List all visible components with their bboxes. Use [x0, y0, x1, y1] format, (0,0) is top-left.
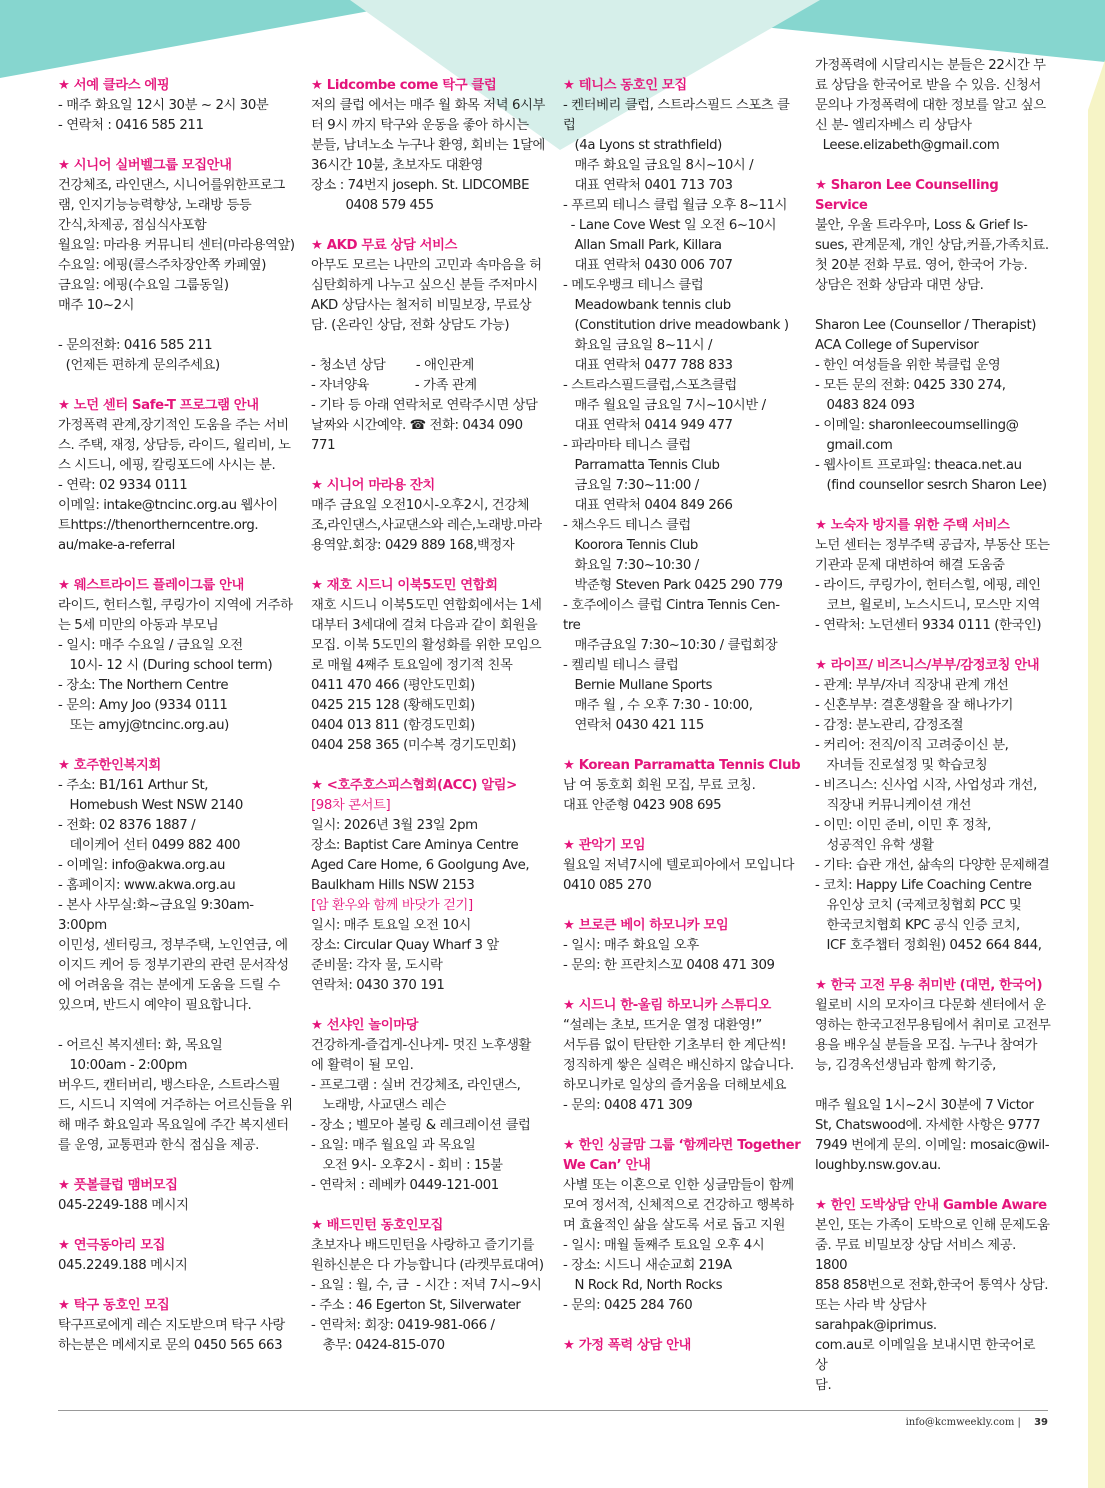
- section-line: 장소 : 74번지 joseph. St. LIDCOMBE: [311, 178, 530, 193]
- footer-text: [906, 1417, 1048, 1428]
- section-line: 월요일 저녁7시에 텔로피아에서 모입니다: [563, 858, 795, 873]
- column-1: [58, 76, 296, 1376]
- deco-teal-triangle-left: [0, 0, 430, 78]
- section-line: 원하신분은 다 가능합니다 (라켓무료대여): [311, 1258, 544, 1273]
- section-line: 램, 인지기능능력향상, 노래방 등등: [58, 198, 252, 213]
- section-line: - 켈리빌 테니스 클럽: [563, 658, 679, 673]
- section-line: - 일시: 매월 둘째주 토요일 오후 4시: [563, 1238, 765, 1253]
- section-line: ICF 호주챕터 정회원) 0452 664 844,: [815, 938, 1042, 953]
- section-line: - 프로그램 : 실버 건강체조, 라인댄스,: [311, 1078, 521, 1093]
- section-line: 가정폭력 관계,장기적인 도움을 주는 서비: [58, 418, 289, 433]
- section-line: - 홈페이지: www.akwa.org.au: [58, 878, 236, 893]
- section-line: 데이케어 선터 0499 882 400: [58, 838, 241, 853]
- section-line: 가정폭력에 시달리시는 분들은 22시간 무: [815, 58, 1046, 73]
- section-line: gmail.com: [815, 438, 893, 453]
- notice-section: [311, 576, 549, 756]
- section-line: 에 어려움을 겪는 분에게 도움을 드릴 수: [58, 978, 281, 993]
- section-line: (언제든 편하게 문의주세요): [58, 358, 220, 373]
- section-line: Allan Small Park, Killara: [563, 238, 722, 253]
- section-line: 045.2249.188 메시지: [58, 1258, 188, 1273]
- section-line: - 주소 : 46 Egerton St, Silverwater: [311, 1298, 521, 1313]
- section-line: 또는 사라 박 상담사 sarahpak@iprimus.: [815, 1298, 937, 1333]
- line-spacer: [815, 296, 1051, 316]
- section-line: - 코치: Happy Life Coaching Centre: [815, 878, 1032, 893]
- section-heading: ★ 한인 도박상담 안내 Gamble Aware: [815, 1198, 1047, 1213]
- section-line: - 푸르뫼 테니스 클럽 월금 오후 8~11시: [563, 198, 788, 213]
- section-line: - 파라마타 테니스 클럽: [563, 438, 691, 453]
- section-line: 분들, 남녀노소 누구나 환영, 회비는 1달에: [311, 138, 545, 153]
- section-line: 스 시드니, 에핑, 칼링포드에 사시는 분.: [58, 458, 276, 473]
- section-heading: ★ 연극동아리 모집: [58, 1238, 166, 1253]
- section-line: 0404 013 811 (함경도민회): [311, 718, 475, 733]
- section-heading: ★ Lidcombe come 탁구 클럽: [311, 78, 497, 93]
- notice-section: [311, 76, 549, 216]
- section-line: 대표 연락처 0477 788 833: [563, 358, 733, 373]
- section-line: 노래방, 사교댄스 레슨: [311, 1098, 446, 1113]
- section-heading: ★ 노숙자 방지를 위한 주택 서비스: [815, 518, 1010, 533]
- footer-email[interactable]: info@kcmweekly.com: [905, 1417, 1015, 1428]
- column-4: [815, 56, 1051, 1416]
- section-line: 이민성, 센터링크, 정부주택, 노인연금, 에: [58, 938, 288, 953]
- section-line: 대표 연락처 0401 713 703: [563, 178, 733, 193]
- section-line: 일시: 매주 토요일 오전 10시: [311, 918, 471, 933]
- section-line: 윌로비 시의 모자이크 다문화 센터에서 운: [815, 998, 1046, 1013]
- section-line: 매주 금요일 오전10시-오후2시, 건강체: [311, 498, 530, 513]
- section-line: 모집. 이북 5도민의 활성화를 위한 모임으: [311, 638, 542, 653]
- notice-section: [58, 76, 296, 136]
- notice-section: [563, 916, 801, 976]
- section-heading: ★ 선샤인 놀이마당: [311, 1018, 419, 1033]
- section-line: 대표 연락처 0414 949 477: [563, 418, 733, 433]
- notice-section: [311, 476, 549, 556]
- section-line: 사별 또는 이혼으로 인한 싱글맘들이 함께: [563, 1178, 794, 1193]
- deco-yellow-band: [1088, 60, 1105, 1488]
- section-line: 불안, 우울 트라우마, Loss & Grief Is-: [815, 218, 1028, 233]
- section-line: 트https://thenortherncentre.org.: [58, 518, 259, 533]
- notice-section: [563, 1136, 801, 1316]
- section-line: - 채스우드 테니스 클럽: [563, 518, 691, 533]
- section-line: 초보자나 배드민턴을 사랑하고 즐기기를: [311, 1238, 535, 1253]
- notice-section: [58, 576, 296, 736]
- section-line: au/make-a-referral: [58, 538, 175, 553]
- section-line: - 어르신 복지센터: 화, 목요일: [58, 1038, 223, 1053]
- section-line: 한국코치협회 KPC 공식 인증 코치,: [815, 918, 1020, 933]
- section-line: 연락처: 0430 370 191: [311, 978, 445, 993]
- notice-section: [563, 996, 801, 1116]
- page-footer: [58, 1410, 1048, 1428]
- section-heading: ★ Sharon Lee Counselling Service: [815, 178, 999, 213]
- section-line: (4a Lyons st strathfield): [563, 138, 722, 153]
- section-line: - 일시: 매주 화요일 오후: [563, 938, 699, 953]
- notice-section: [815, 56, 1051, 156]
- notice-section: [563, 1336, 801, 1356]
- section-line: 모여 정서적, 신체적으로 건강하고 행복하: [563, 1198, 794, 1213]
- section-line: 이메일: intake@tncinc.org.au 웹사이: [58, 498, 278, 513]
- section-line: - 연락처: 회장: 0419-981-066 /: [311, 1318, 495, 1333]
- section-line: - 연락처 : 0416 585 211: [58, 118, 204, 133]
- section-line: 858 858번으로 전화,한국어 통역사 상담.: [815, 1278, 1049, 1293]
- section-subheading: [98차 콘서트]: [311, 798, 391, 813]
- section-line: - 관계: 부부/자녀 직장내 관계 개선: [815, 678, 1009, 693]
- section-heading: ★ 관악기 모임: [563, 838, 646, 853]
- section-line: ACA College of Supervisor: [815, 338, 979, 353]
- section-line: 자녀들 진로설정 및 학습코칭: [815, 758, 988, 773]
- section-line: 대부터 3세대에 걸쳐 다음과 같이 회원을: [311, 618, 538, 633]
- section-line: 재호 시드니 이북5도민 연합회에서는 1세: [311, 598, 542, 613]
- section-line: 본인, 또는 가족이 도박으로 인해 문제도움: [815, 1218, 1050, 1233]
- section-line: 담.: [815, 1378, 832, 1393]
- section-line: - 전화: 02 8376 1887 /: [58, 818, 196, 833]
- section-line: 총무: 0424-815-070: [311, 1338, 445, 1353]
- section-line: - 호주에이스 클럽 Cintra Tennis Cen-: [563, 598, 780, 613]
- section-line: 0410 085 270: [563, 878, 652, 893]
- section-line: 대표 안준형 0423 908 695: [563, 798, 722, 813]
- section-heading: ★ AKD 무료 상담 서비스: [311, 238, 457, 253]
- section-line: 박준형 Steven Park 0425 290 779: [563, 578, 783, 593]
- section-line: 스. 주택, 재정, 상담등, 라이드, 윌리비, 노: [58, 438, 291, 453]
- section-line: (find counsellor sesrch Sharon Lee): [815, 478, 1047, 493]
- section-line: Aged Care Home, 6 Goolgung Ave,: [311, 858, 530, 873]
- section-heading: ★ 시드니 한-울림 하모니카 스튜디오: [563, 998, 771, 1013]
- section-line: 금요일 7:30~11:00 /: [563, 478, 699, 493]
- section-line: - 웹사이트 프로파일: theaca.net.au: [815, 458, 1022, 473]
- section-line: 문의나 가정폭력에 대한 정보를 알고 싶으: [815, 98, 1046, 113]
- notice-section: [311, 236, 549, 456]
- section-line: 일시: 2026년 3월 23일 2pm: [311, 818, 478, 833]
- section-line: Homebush West NSW 2140: [58, 798, 243, 813]
- section-line: 아무도 모르는 나만의 고민과 속마음을 허: [311, 258, 542, 273]
- section-line: 정직하게 쌓은 실력은 배신하지 않습니다.: [563, 1058, 794, 1073]
- section-heading: ★ 서예 클라스 에핑: [58, 78, 170, 93]
- section-line: - 이메일: info@akwa.org.au: [58, 858, 226, 873]
- section-line: - 요일 : 월, 수, 금 - 시간 : 저녁 7시~9시: [311, 1278, 542, 1293]
- section-line: 10시- 12 시 (During school term): [58, 658, 273, 673]
- section-line: 기관과 문제 대변하여 해결 도움줌: [815, 558, 1005, 573]
- section-line: 영하는 한국고전무용팀에서 취미로 고전무: [815, 1018, 1051, 1033]
- column-3: [563, 76, 801, 1376]
- notice-section: [58, 156, 296, 376]
- section-line: 저의 클럽 에서는 매주 월 화목 저녁 6시부: [311, 98, 545, 113]
- section-line: 해 매주 화요일과 목요일에 주간 복지센터: [58, 1118, 289, 1133]
- section-line: 금요일: 에핑(수요일 그룹동일): [58, 278, 229, 293]
- section-heading: ★ 노던 센터 Safe-T 프로그램 안내: [58, 398, 259, 413]
- section-line: 노던 센터는 정부주택 공급자, 부동산 또는: [815, 538, 1050, 553]
- section-line: 대표 연락처 0404 849 266: [563, 498, 733, 513]
- section-line: 0483 824 093: [815, 398, 915, 413]
- line-spacer: [58, 316, 296, 336]
- section-line: 줌. 무료 비밀보장 상담 서비스 제공. 1800: [815, 1238, 1020, 1273]
- section-line: 또는 amyj@tncinc.org.au): [58, 718, 229, 733]
- section-line: 능, 김경옥선생님과 함께 학기중,: [815, 1058, 996, 1073]
- section-line: - 자녀양육 - 가족 관계: [311, 378, 477, 393]
- section-line: 간식,차제공, 점심식사포함: [58, 218, 207, 233]
- section-line: 화요일 금요일 8~11시 /: [563, 338, 713, 353]
- section-line: - 메도우뱅크 테니스 클럽: [563, 278, 704, 293]
- section-line: - 본사 사무실:화~금요일 9:30am- 3:00pm: [58, 898, 258, 933]
- section-line: Sharon Lee (Counsellor / Therapist): [815, 318, 1037, 333]
- section-line: - 주소: B1/161 Arthur St,: [58, 778, 209, 793]
- section-line: 첫 20분 전화 무료. 영어, 한국어 가능.: [815, 258, 1028, 273]
- section-heading: ★ Korean Parramatta Tennis Club: [563, 758, 801, 773]
- section-line: - 문의: 0408 471 309: [563, 1098, 693, 1113]
- column-2: [311, 76, 549, 1376]
- section-line: - 비즈니스: 신사업 시작, 사업성과 개선,: [815, 778, 1037, 793]
- section-line: - 이메일: sharonleecoumselling@: [815, 418, 1019, 433]
- section-line: 7949 번에게 문의. 이메일: mosaic@wil-: [815, 1138, 1050, 1153]
- section-line: 매주금요일 7:30~10:30 / 클럽회장: [563, 638, 778, 653]
- section-line: 하모니카로 일상의 즐거움을 더해보세요: [563, 1078, 787, 1093]
- section-line: sues, 관계문제, 개인 상담,커플,가족치료.: [815, 238, 1049, 253]
- notice-section: [58, 1296, 296, 1356]
- notice-section: [311, 776, 549, 996]
- section-line: 터 9시 까지 탁구와 운동을 좋아 하시는: [311, 118, 529, 133]
- section-line: 서두름 없이 탄탄한 기초부터 한 계단씩!: [563, 1038, 787, 1053]
- section-line: - 스트라스필드클럽,스포츠클럽: [563, 378, 737, 393]
- section-line: 매주 월요일 1시~2시 30분에 7 Victor: [815, 1098, 1034, 1113]
- section-line: - 장소: The Northern Centre: [58, 678, 229, 693]
- section-line: 매주 화요일 금요일 8시~10시 /: [563, 158, 754, 173]
- notice-section: [815, 976, 1051, 1176]
- section-heading: ★ 브로큰 베이 하모니카 모임: [563, 918, 729, 933]
- section-heading: ★ 풋볼클럽 맴버모집: [58, 1178, 178, 1193]
- section-line: 건강하게-즐겁게-신나게- 멋진 노후생활: [311, 1038, 531, 1053]
- section-line: 드, 시드니 지역에 거주하는 어르신들을 위: [58, 1098, 293, 1113]
- section-line: 0408 579 455: [311, 198, 434, 213]
- section-line: AKD 상담사는 철저히 비밀보장, 무료상: [311, 298, 532, 313]
- section-line: 045-2249-188 메시지: [58, 1198, 189, 1213]
- section-line: Meadowbank tennis club: [563, 298, 731, 313]
- section-line: - 문의: 한 프란치스꼬 0408 471 309: [563, 958, 775, 973]
- section-line: - 연락: 02 9334 0111: [58, 478, 188, 493]
- footer-separator: |: [1017, 1417, 1021, 1428]
- section-line: 직장내 커뮤니케이션 개선: [815, 798, 972, 813]
- section-line: - 감정: 분노관리, 감정조절: [815, 718, 964, 733]
- notice-section: [815, 176, 1051, 496]
- section-line: 에 활력이 될 모임.: [311, 1058, 414, 1073]
- section-line: 화요일 7:30~10:30 /: [563, 558, 699, 573]
- section-heading: ★ 한인 싱글맘 그룹 ‘함께라면 Together We Can’ 안내: [563, 1138, 801, 1173]
- section-line: - 문의: 0425 284 760: [563, 1298, 693, 1313]
- section-line: 용역앞.회장: 0429 889 168,백정자: [311, 538, 515, 553]
- notice-section: [815, 1196, 1051, 1396]
- section-line: - 켄터베리 클럽, 스트라스필드 스포츠 클럽: [563, 98, 790, 133]
- page-number: 39: [1034, 1417, 1048, 1428]
- section-line: - 기타: 습관 개선, 삶속의 다양한 문제해결: [815, 858, 1050, 873]
- line-spacer: [311, 336, 549, 356]
- section-line: 준비물: 각자 물, 도시락: [311, 958, 443, 973]
- section-line: 조,라인댄스,사교댄스와 레슨,노래방.마라: [311, 518, 542, 533]
- notice-section: [58, 756, 296, 1156]
- section-line: loughby.nsw.gov.au.: [815, 1158, 941, 1173]
- section-line: 연락처 0430 421 115: [563, 718, 704, 733]
- section-line: 며 효율적인 삶을 살도록 서로 돕고 지원: [563, 1218, 786, 1233]
- section-line: - 기타 등 아래 연락처로 연락주시면 상담: [311, 398, 538, 413]
- section-line: - 청소년 상담 - 애인관계: [311, 358, 474, 373]
- notice-section: [563, 76, 801, 736]
- section-line: - 이민: 이민 준비, 이민 후 정착,: [815, 818, 991, 833]
- section-line: 0404 258 365 (미수복 경기도민회): [311, 738, 517, 753]
- section-line: St, Chatswood에. 자세한 사항은 9777: [815, 1118, 1041, 1133]
- notice-section: [563, 836, 801, 896]
- notice-section: [563, 756, 801, 816]
- notice-section: [311, 1016, 549, 1196]
- section-line: 매주 월 , 수 오후 7:30 - 10:00,: [563, 698, 753, 713]
- section-line: 용을 배우실 분들을 모집. 누구나 참여가: [815, 1038, 1038, 1053]
- section-line: 건강체조, 라인댄스, 시니어를위한프로그: [58, 178, 285, 193]
- section-line: - 문의: Amy Joo (9334 0111: [58, 698, 228, 713]
- section-line: - 장소 ; 벨모아 볼링 & 레크레이션 클럽: [311, 1118, 531, 1133]
- section-line: 버우드, 캔터버리, 뱅스타운, 스트라스필: [58, 1078, 281, 1093]
- section-line: - 연락처: 노던센터 9334 0111 (한국인): [815, 618, 1042, 633]
- section-heading: ★ 재호 시드니 이북5도민 연합회: [311, 578, 498, 593]
- section-line: - 커리어: 전직/이직 고려중이신 분,: [815, 738, 1009, 753]
- section-line: - 매주 화요일 12시 30분 ~ 2시 30분: [58, 98, 269, 113]
- section-heading: ★ 한국 고전 무용 취미반 (대면, 한국어): [815, 978, 1043, 993]
- section-line: 월요일: 마라용 커뮤니티 센터(마라용역앞): [58, 238, 295, 253]
- section-line: (Constitution drive meadowbank ): [563, 318, 789, 333]
- section-line: 오전 9시- 오후2시 - 회비 : 15불: [311, 1158, 503, 1173]
- section-line: - 요일: 매주 월요일 과 목요일: [311, 1138, 476, 1153]
- section-line: Bernie Mullane Sports: [563, 678, 713, 693]
- section-line: Leese.elizabeth@gmail.com: [815, 138, 1000, 153]
- section-line: - 문의전화: 0416 585 211: [58, 338, 213, 353]
- notice-section: [58, 1176, 296, 1216]
- section-line: 10:00am - 2:00pm: [58, 1058, 188, 1073]
- section-line: 있으며, 반드시 예약이 필요합니다.: [58, 998, 252, 1013]
- section-line: - 장소: 시드니 새순교회 219A: [563, 1258, 732, 1273]
- section-line: 날짜와 시간예약. ☎ 전화: 0434 090 771: [311, 418, 527, 453]
- section-line: 장소: Baptist Care Aminya Centre: [311, 838, 519, 853]
- notice-section: [815, 656, 1051, 956]
- section-line: 남 여 동호회 회원 모집, 무료 코칭.: [563, 778, 756, 793]
- section-line: - 한인 여성들을 위한 북클럽 운영: [815, 358, 1001, 373]
- section-line: Baulkham Hills NSW 2153: [311, 878, 475, 893]
- section-heading: ★ 배드민턴 동호인모집: [311, 1218, 443, 1233]
- section-line: 를 운영, 교통편과 한식 점심을 제공.: [58, 1138, 260, 1153]
- section-heading: ★ 라이프/ 비즈니스/부부/감정코칭 안내: [815, 658, 1040, 673]
- section-line: 로 매월 4째주 토요일에 정기적 친목: [311, 658, 513, 673]
- section-heading: ★ 탁구 동호인 모집: [58, 1298, 170, 1313]
- section-line: “설레는 초보, 뜨거운 열정 대환영!”: [563, 1018, 762, 1033]
- section-line: 는 5세 미만의 아동과 부모님: [58, 618, 219, 633]
- section-line: - 일시: 매주 수요일 / 금요일 오전: [58, 638, 243, 653]
- section-line: 신 분- 엘리자베스 리 상담사: [815, 118, 972, 133]
- line-spacer: [815, 1076, 1051, 1096]
- section-line: 상담은 전화 상담과 대면 상담.: [815, 278, 984, 293]
- section-heading: ★ <호주호스피스협회(ACC) 알림>: [311, 778, 517, 793]
- section-line: 장소: Circular Quay Wharf 3 앞: [311, 938, 499, 953]
- section-line: - Lane Cove West 일 오전 6~10시: [563, 218, 777, 233]
- line-spacer: [58, 1016, 296, 1036]
- section-heading: ★ 테니스 동호인 모집: [563, 78, 687, 93]
- section-line: 라이드, 헌터스힐, 쿠링가이 지역에 거주하: [58, 598, 293, 613]
- section-line: 대표 연락처 0430 006 707: [563, 258, 733, 273]
- section-line: 0411 470 466 (평안도민회): [311, 678, 475, 693]
- section-line: 성공적인 유학 생활: [815, 838, 934, 853]
- section-line: - 연락처 : 레베카 0449-121-001: [311, 1178, 499, 1193]
- section-line: 탁구프로에게 레슨 지도받으며 탁구 사랑: [58, 1318, 285, 1333]
- section-line: - 모든 문의 전화: 0425 330 274,: [815, 378, 1006, 393]
- section-line: - 신혼부부: 결혼생활을 잘 해나가기: [815, 698, 1014, 713]
- section-line: 매주 10~2시: [58, 298, 135, 313]
- section-line: 이지드 케어 등 정부기관의 관련 문서작성: [58, 958, 289, 973]
- section-heading: ★ 시니어 마라용 잔치: [311, 478, 435, 493]
- section-heading: ★ 가정 폭력 상담 안내: [563, 1338, 691, 1353]
- section-heading: ★ 시니어 실버벨그룹 모집안내: [58, 158, 232, 173]
- section-line: 코브, 윌로비, 노스시드니, 모스만 지역: [815, 598, 1040, 613]
- section-line: Parramatta Tennis Club: [563, 458, 720, 473]
- section-line: 하는분은 메세지로 문의 0450 565 663: [58, 1338, 283, 1353]
- section-line: N Rock Rd, North Rocks: [563, 1278, 723, 1293]
- section-line: 수요일: 에핑(콜스주차장안쪽 카페옆): [58, 258, 266, 273]
- notice-section: [58, 1236, 296, 1276]
- section-line: 료 상담을 한국어로 받을 수 있음. 신청서: [815, 78, 1041, 93]
- section-line: 유인상 코치 (국제코칭협회 PCC 및: [815, 898, 1022, 913]
- section-line: 담. (온라인 상담, 전화 상담도 가능): [311, 318, 510, 333]
- section-line: Koorora Tennis Club: [563, 538, 698, 553]
- notice-section: [815, 516, 1051, 636]
- notice-section: [311, 1216, 549, 1356]
- section-line: 심탄회하게 나누고 싶으신 분들 주저마시: [311, 278, 538, 293]
- section-line: tre: [563, 618, 581, 633]
- section-line: 36시간 10불, 초보자도 대환영: [311, 158, 483, 173]
- section-line: com.au로 이메일을 보내시면 한국어로 상: [815, 1338, 1039, 1373]
- section-line: - 라이드, 쿠링가이, 헌터스힐, 에핑, 레인: [815, 578, 1041, 593]
- section-heading: ★ 호주한인복지회: [58, 758, 161, 773]
- section-heading: ★ 웨스트라이드 플레이그룹 안내: [58, 578, 244, 593]
- section-line: 0425 215 128 (황해도민회): [311, 698, 475, 713]
- section-line: 매주 월요일 금요일 7시~10시반 /: [563, 398, 766, 413]
- notice-section: [58, 396, 296, 556]
- section-subheading: [암 환우와 함께 바닷가 걷기]: [311, 898, 473, 913]
